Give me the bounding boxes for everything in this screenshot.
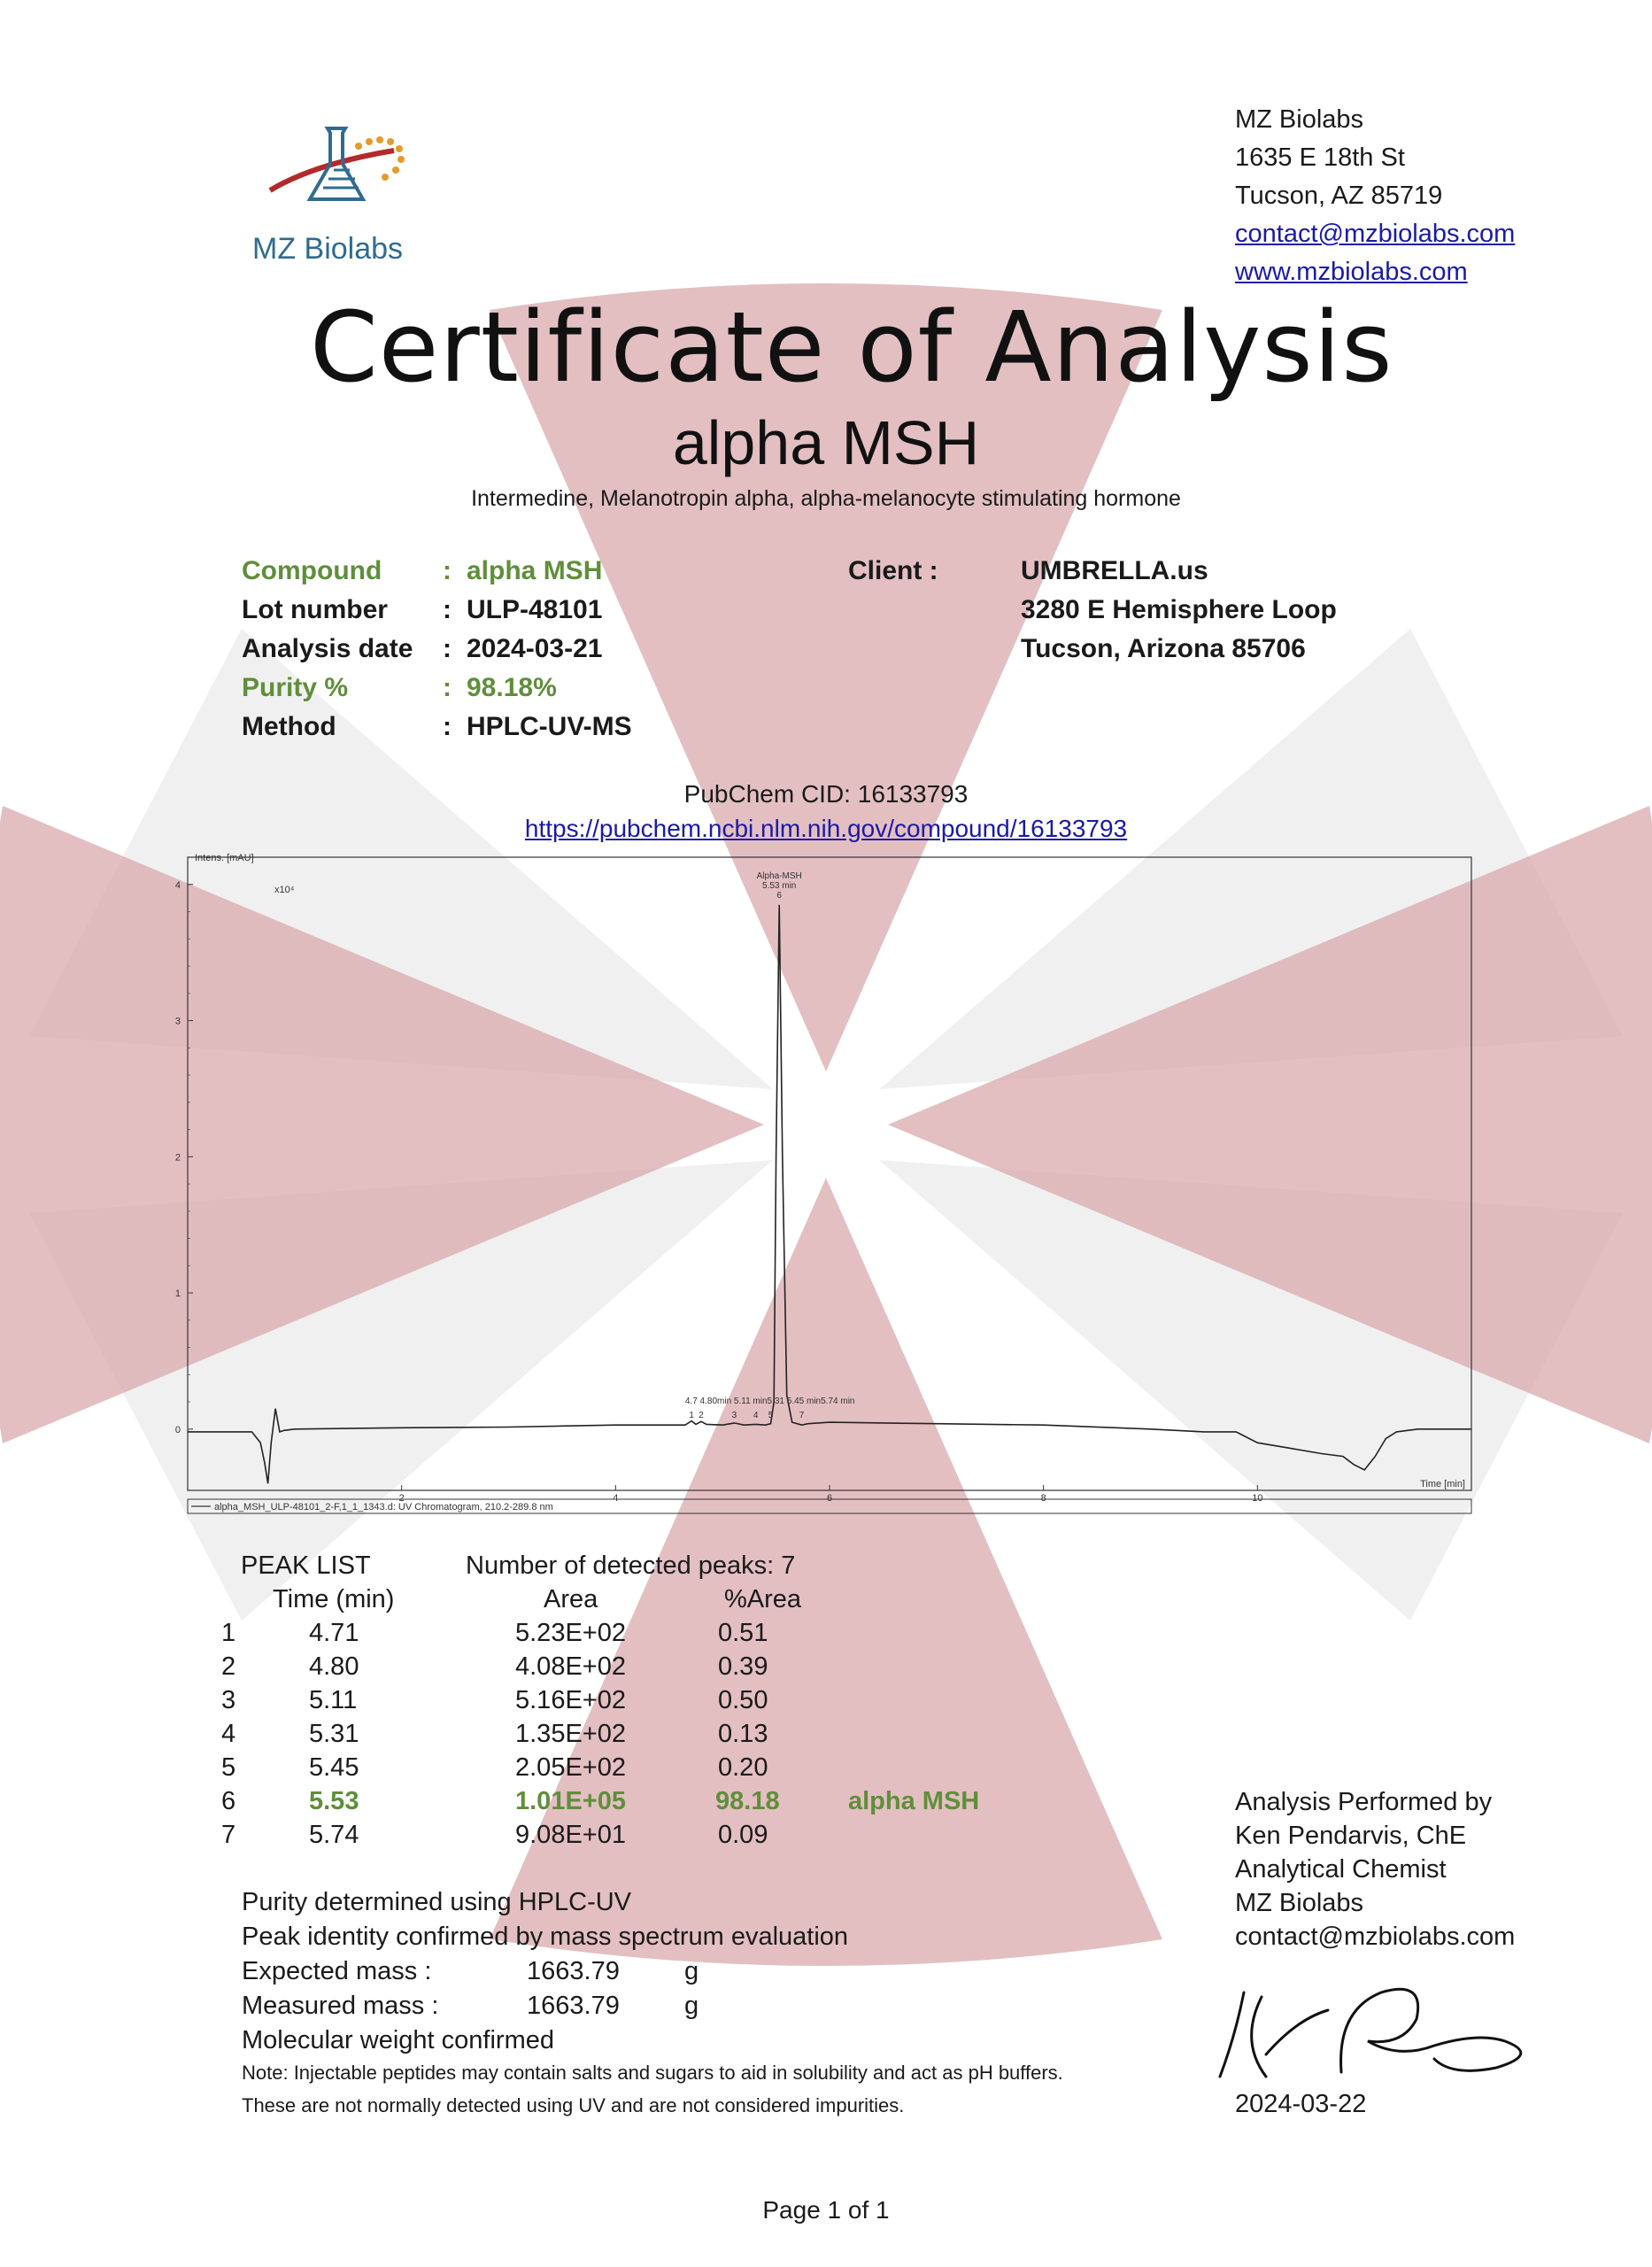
measured-mass-unit: g <box>684 1992 699 2020</box>
purity-note: Purity determined using HPLC-UV <box>242 1888 632 1916</box>
peak-number: 5 <box>221 1753 236 1782</box>
pubchem-cid: PubChem CID: 16133793 <box>683 780 969 808</box>
analyst-line-2: Ken Pendarvis, ChE <box>1235 1822 1467 1850</box>
peak-name: alpha MSH <box>848 1787 980 1815</box>
peak-pct: 0.13 <box>718 1720 768 1748</box>
y-tick-label: 0 <box>174 1424 181 1435</box>
peak-time: 4.71 <box>309 1619 359 1647</box>
lot-label: Lot number <box>242 595 388 624</box>
separator: : <box>443 556 452 585</box>
peak-number: 4 <box>221 1720 236 1748</box>
peak-area: 5.23E+02 <box>515 1619 626 1647</box>
peak-count: Number of detected peaks: 7 <box>466 1551 796 1580</box>
peak-number: 7 <box>221 1821 236 1849</box>
main-peak-label: 6 <box>776 890 782 901</box>
y-tick-label: 4 <box>174 879 181 891</box>
email-link[interactable]: contact@mzbiolabs.com <box>1235 220 1516 248</box>
compound-value: alpha MSH <box>467 556 603 585</box>
analyst-line-4: MZ Biolabs <box>1235 1889 1364 1917</box>
separator: : <box>443 673 452 702</box>
peak-number-label: 7 <box>799 1411 805 1421</box>
peak-number-label: 5 <box>768 1411 774 1421</box>
x-tick-label: 8 <box>1040 1493 1046 1504</box>
measured-mass-value: 1663.79 <box>527 1992 620 2020</box>
peak-number: 6 <box>221 1787 236 1815</box>
peak-number-label: 4 <box>753 1411 759 1421</box>
peak-area: 4.08E+02 <box>515 1652 626 1681</box>
analyst-line-3: Analytical Chemist <box>1235 1855 1447 1884</box>
date-label: Analysis date <box>242 634 413 663</box>
peak-number: 3 <box>221 1686 236 1714</box>
compound-title: alpha MSH <box>672 408 980 477</box>
page-number: Page 1 of 1 <box>762 2196 890 2224</box>
y-tick-label: 3 <box>174 1016 181 1027</box>
peak-area: 2.05E+02 <box>515 1753 626 1782</box>
separator: : <box>443 595 452 624</box>
main-peak-label: Alpha-MSH <box>756 870 802 881</box>
info-values <box>467 552 632 747</box>
chromatogram-chart <box>133 848 1478 1521</box>
peak-number-label: 2 <box>699 1411 704 1421</box>
separator: : <box>443 634 452 663</box>
peak-pct: 0.39 <box>718 1652 768 1681</box>
pubchem-link-wrap <box>0 815 1652 843</box>
website-link[interactable]: www.mzbiolabs.com <box>1235 258 1468 286</box>
identity-note: Peak identity confirmed by mass spectrum evaluation <box>242 1923 849 1951</box>
client-name: UMBRELLA.us <box>1021 556 1208 585</box>
client-label: Client : <box>848 556 938 585</box>
x-tick-label: 10 <box>1252 1493 1263 1504</box>
mw-note: Molecular weight confirmed <box>242 2026 554 2054</box>
analyst-line-5: contact@mzbiolabs.com <box>1235 1923 1516 1951</box>
address-company: MZ Biolabs <box>1235 105 1364 134</box>
y-tick-label: 2 <box>174 1152 181 1164</box>
peak-number: 1 <box>221 1619 236 1647</box>
plot-frame <box>188 857 1471 1490</box>
method-label: Method <box>242 712 336 741</box>
measured-mass-label: Measured mass : <box>242 1992 439 2020</box>
client-city: Tucson, Arizona 85706 <box>1021 634 1306 663</box>
expected-mass-label: Expected mass : <box>242 1957 432 1985</box>
notes-block <box>242 1885 848 2058</box>
peak-time: 5.11 <box>309 1686 358 1714</box>
expected-mass-value: 1663.79 <box>527 1957 620 1985</box>
main-peak-label: 5.53 min <box>762 880 797 891</box>
pubchem-link[interactable]: https://pubchem.ncbi.nlm.nih.gov/compound/16133793 <box>524 815 1128 842</box>
analyst-line-1: Analysis Performed by <box>1235 1788 1493 1816</box>
peak-time: 4.80 <box>309 1652 359 1681</box>
disclaimer <box>242 2056 1063 2122</box>
peak-area: 9.08E+01 <box>515 1821 626 1849</box>
minor-peak-labels: 4.7 4.80min 5.11 min5.31 5.45 min5.74 min <box>684 1397 855 1407</box>
y-axis-label: Intens. [mAU] <box>195 853 254 863</box>
peak-pct: 0.51 <box>718 1619 768 1647</box>
client-street: 3280 E Hemisphere Loop <box>1021 595 1337 624</box>
page-title: Certificate of Analysis <box>310 290 1393 404</box>
x-tick-label: 4 <box>613 1493 619 1504</box>
compound-label: Compound <box>242 556 382 585</box>
info-separators <box>443 552 452 747</box>
peak-area: 1.35E+02 <box>515 1720 626 1748</box>
analysis-sign-date: 2024-03-22 <box>1235 2090 1367 2118</box>
peak-area: 5.16E+02 <box>515 1686 626 1714</box>
peak-number-label: 3 <box>731 1411 737 1421</box>
peak-pct: 98.18 <box>715 1787 780 1815</box>
disclaimer-line-1: Note: Injectable peptides may contain salts and sugars to aid in solubility and act as pH buffers. <box>242 2062 1063 2084</box>
x-tick-label: 2 <box>398 1493 405 1504</box>
client-info <box>1021 552 1337 669</box>
y-multiplier: x10⁴ <box>274 885 295 895</box>
flask-logo-icon <box>261 115 421 221</box>
peak-pct: 0.50 <box>718 1686 768 1714</box>
peak-list-title: PEAK LIST <box>241 1551 371 1580</box>
expected-mass-row <box>242 1954 848 1989</box>
compound-synonyms: Intermedine, Melanotropin alpha, alpha-melanocyte stimulating hormone <box>471 486 1181 511</box>
peak-time: 5.31 <box>309 1720 359 1748</box>
header-pct-area: %Area <box>724 1585 802 1613</box>
peak-area: 1.01E+05 <box>515 1787 626 1815</box>
legend-text: alpha_MSH_ULP-48101_2-F,1_1_1343.d: UV Chromatogram, 210.2-289.8 nm <box>214 1502 553 1513</box>
header-area: Area <box>544 1585 598 1613</box>
peak-pct: 0.09 <box>718 1821 768 1849</box>
measured-mass-row <box>242 1989 848 2023</box>
header-time: Time (min) <box>273 1585 395 1613</box>
peak-time: 5.74 <box>309 1821 359 1849</box>
purity-value: 98.18% <box>467 673 557 702</box>
peak-number: 2 <box>221 1652 236 1681</box>
method-value: HPLC-UV-MS <box>467 712 632 741</box>
address-street: 1635 E 18th St <box>1235 143 1405 172</box>
analyst-block <box>1235 1785 1515 1954</box>
peak-pct: 0.20 <box>718 1753 768 1782</box>
separator: : <box>443 712 452 741</box>
lot-value: ULP-48101 <box>467 595 603 624</box>
disclaimer-line-2: These are not normally detected using UV and are not considered impurities. <box>242 2094 905 2116</box>
company-address <box>1235 101 1515 291</box>
x-axis-label: Time [min] <box>1420 1479 1465 1489</box>
signature <box>1213 1957 1576 2090</box>
peak-time: 5.53 <box>309 1787 359 1815</box>
expected-mass-unit: g <box>684 1957 699 1985</box>
address-city: Tucson, AZ 85719 <box>1235 182 1443 210</box>
y-tick-label: 1 <box>174 1288 181 1300</box>
logo-text: MZ Biolabs <box>252 232 404 266</box>
date-value: 2024-03-21 <box>467 634 603 663</box>
peak-number-label: 1 <box>689 1411 694 1421</box>
purity-label: Purity % <box>242 673 349 702</box>
x-tick-label: 6 <box>826 1493 833 1504</box>
info-labels <box>242 552 413 747</box>
peak-time: 5.45 <box>309 1753 359 1782</box>
